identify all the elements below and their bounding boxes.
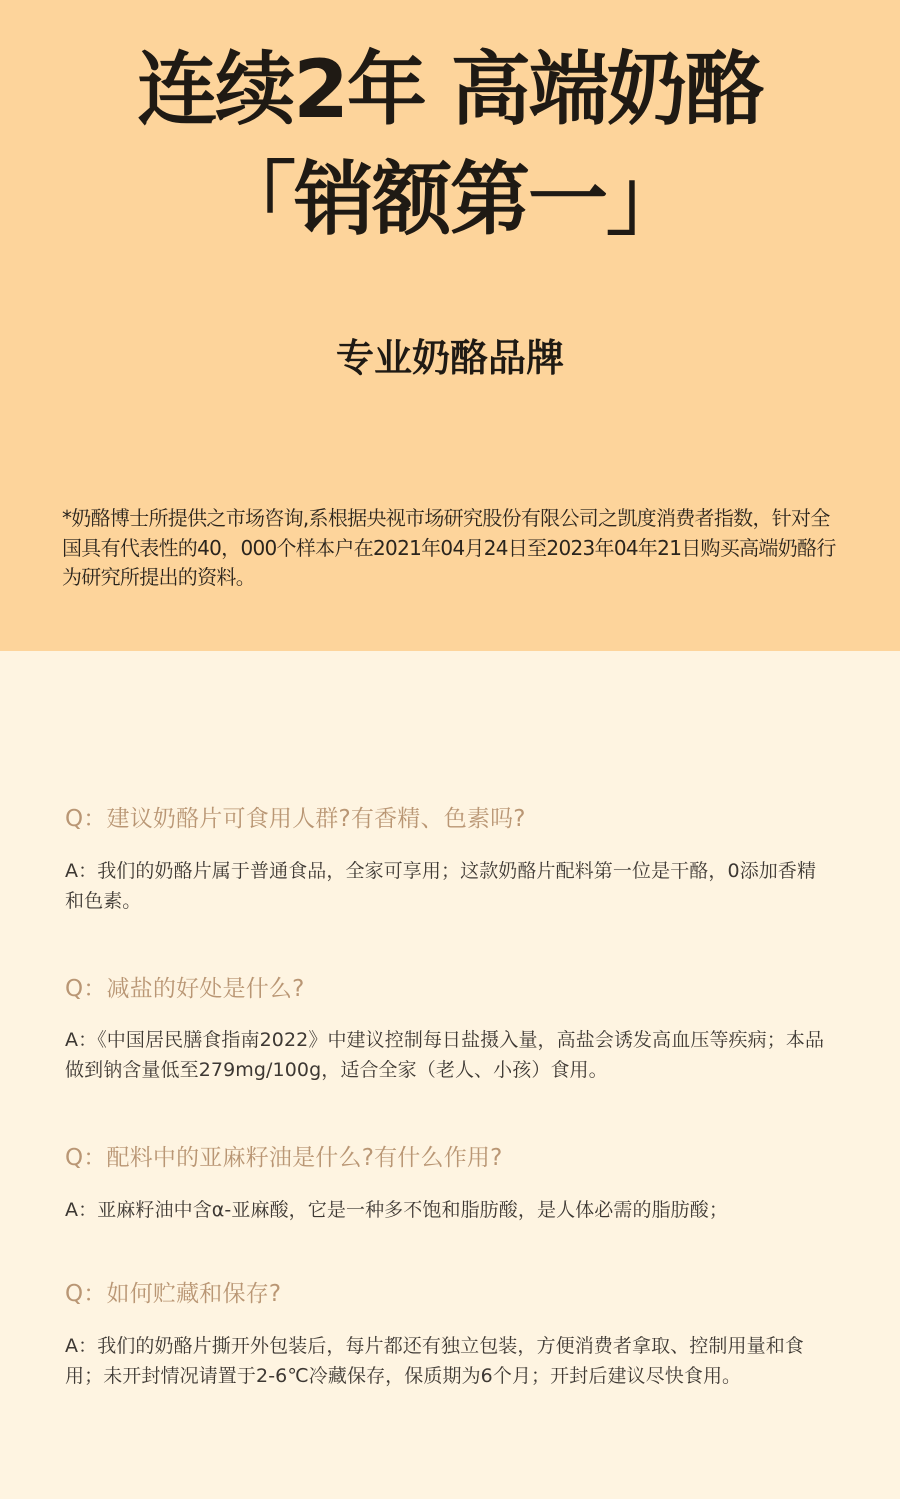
faq-question-2: Q：减盐的好处是什么? bbox=[65, 976, 305, 1002]
faq-answer-4: A：我们的奶酪片撕开外包装后，每片都还有独立包装，方便消费者拿取、控制用量和食用；未开封情况请置于2-6℃冷藏保存，保质期为6个月；开封后建议尽快食用。 bbox=[65, 1335, 804, 1387]
faq-answer-3: A：亚麻籽油中含α-亚麻酸，它是一种多不饱和脂肪酸，是人体必需的脂肪酸； bbox=[65, 1199, 728, 1221]
data-source-disclaimer: *奶酪博士所提供之市场咨询,系根据央视市场研究股份有限公司之凯度消费者指数，针对全国具有代表性的40，000个样本户在2021年04月24日至2023年04年21日购买高端奶酪行为研究所提出的资料。 bbox=[62, 506, 836, 589]
headline-line-1: 连续2年 高端奶酪 bbox=[137, 43, 763, 136]
faq-answer-1: A：我们的奶酪片属于普通食品，全家可享用；这款奶酪片配料第一位是干酪，0添加香精和色素。 bbox=[65, 860, 817, 912]
faq-question-1: Q：建议奶酪片可食用人群?有香精、色素吗? bbox=[65, 806, 526, 832]
brand-subhead: 专业奶酪品牌 bbox=[335, 336, 564, 380]
faq-answer-2: A：《中国居民膳食指南2022》中建议控制每日盐摄入量，高盐会诱发高血压等疾病；本品做到钠含量低至279mg/100g，适合全家（老人、小孩）食用。 bbox=[65, 1029, 825, 1081]
hero-banner bbox=[0, 0, 900, 651]
faq-question-3: Q：配料中的亚麻籽油是什么?有什么作用? bbox=[65, 1145, 503, 1171]
faq-question-4: Q：如何贮藏和保存? bbox=[65, 1281, 282, 1307]
faq-section bbox=[0, 651, 900, 1499]
headline-line-2: 「销额第一」 bbox=[216, 153, 684, 246]
